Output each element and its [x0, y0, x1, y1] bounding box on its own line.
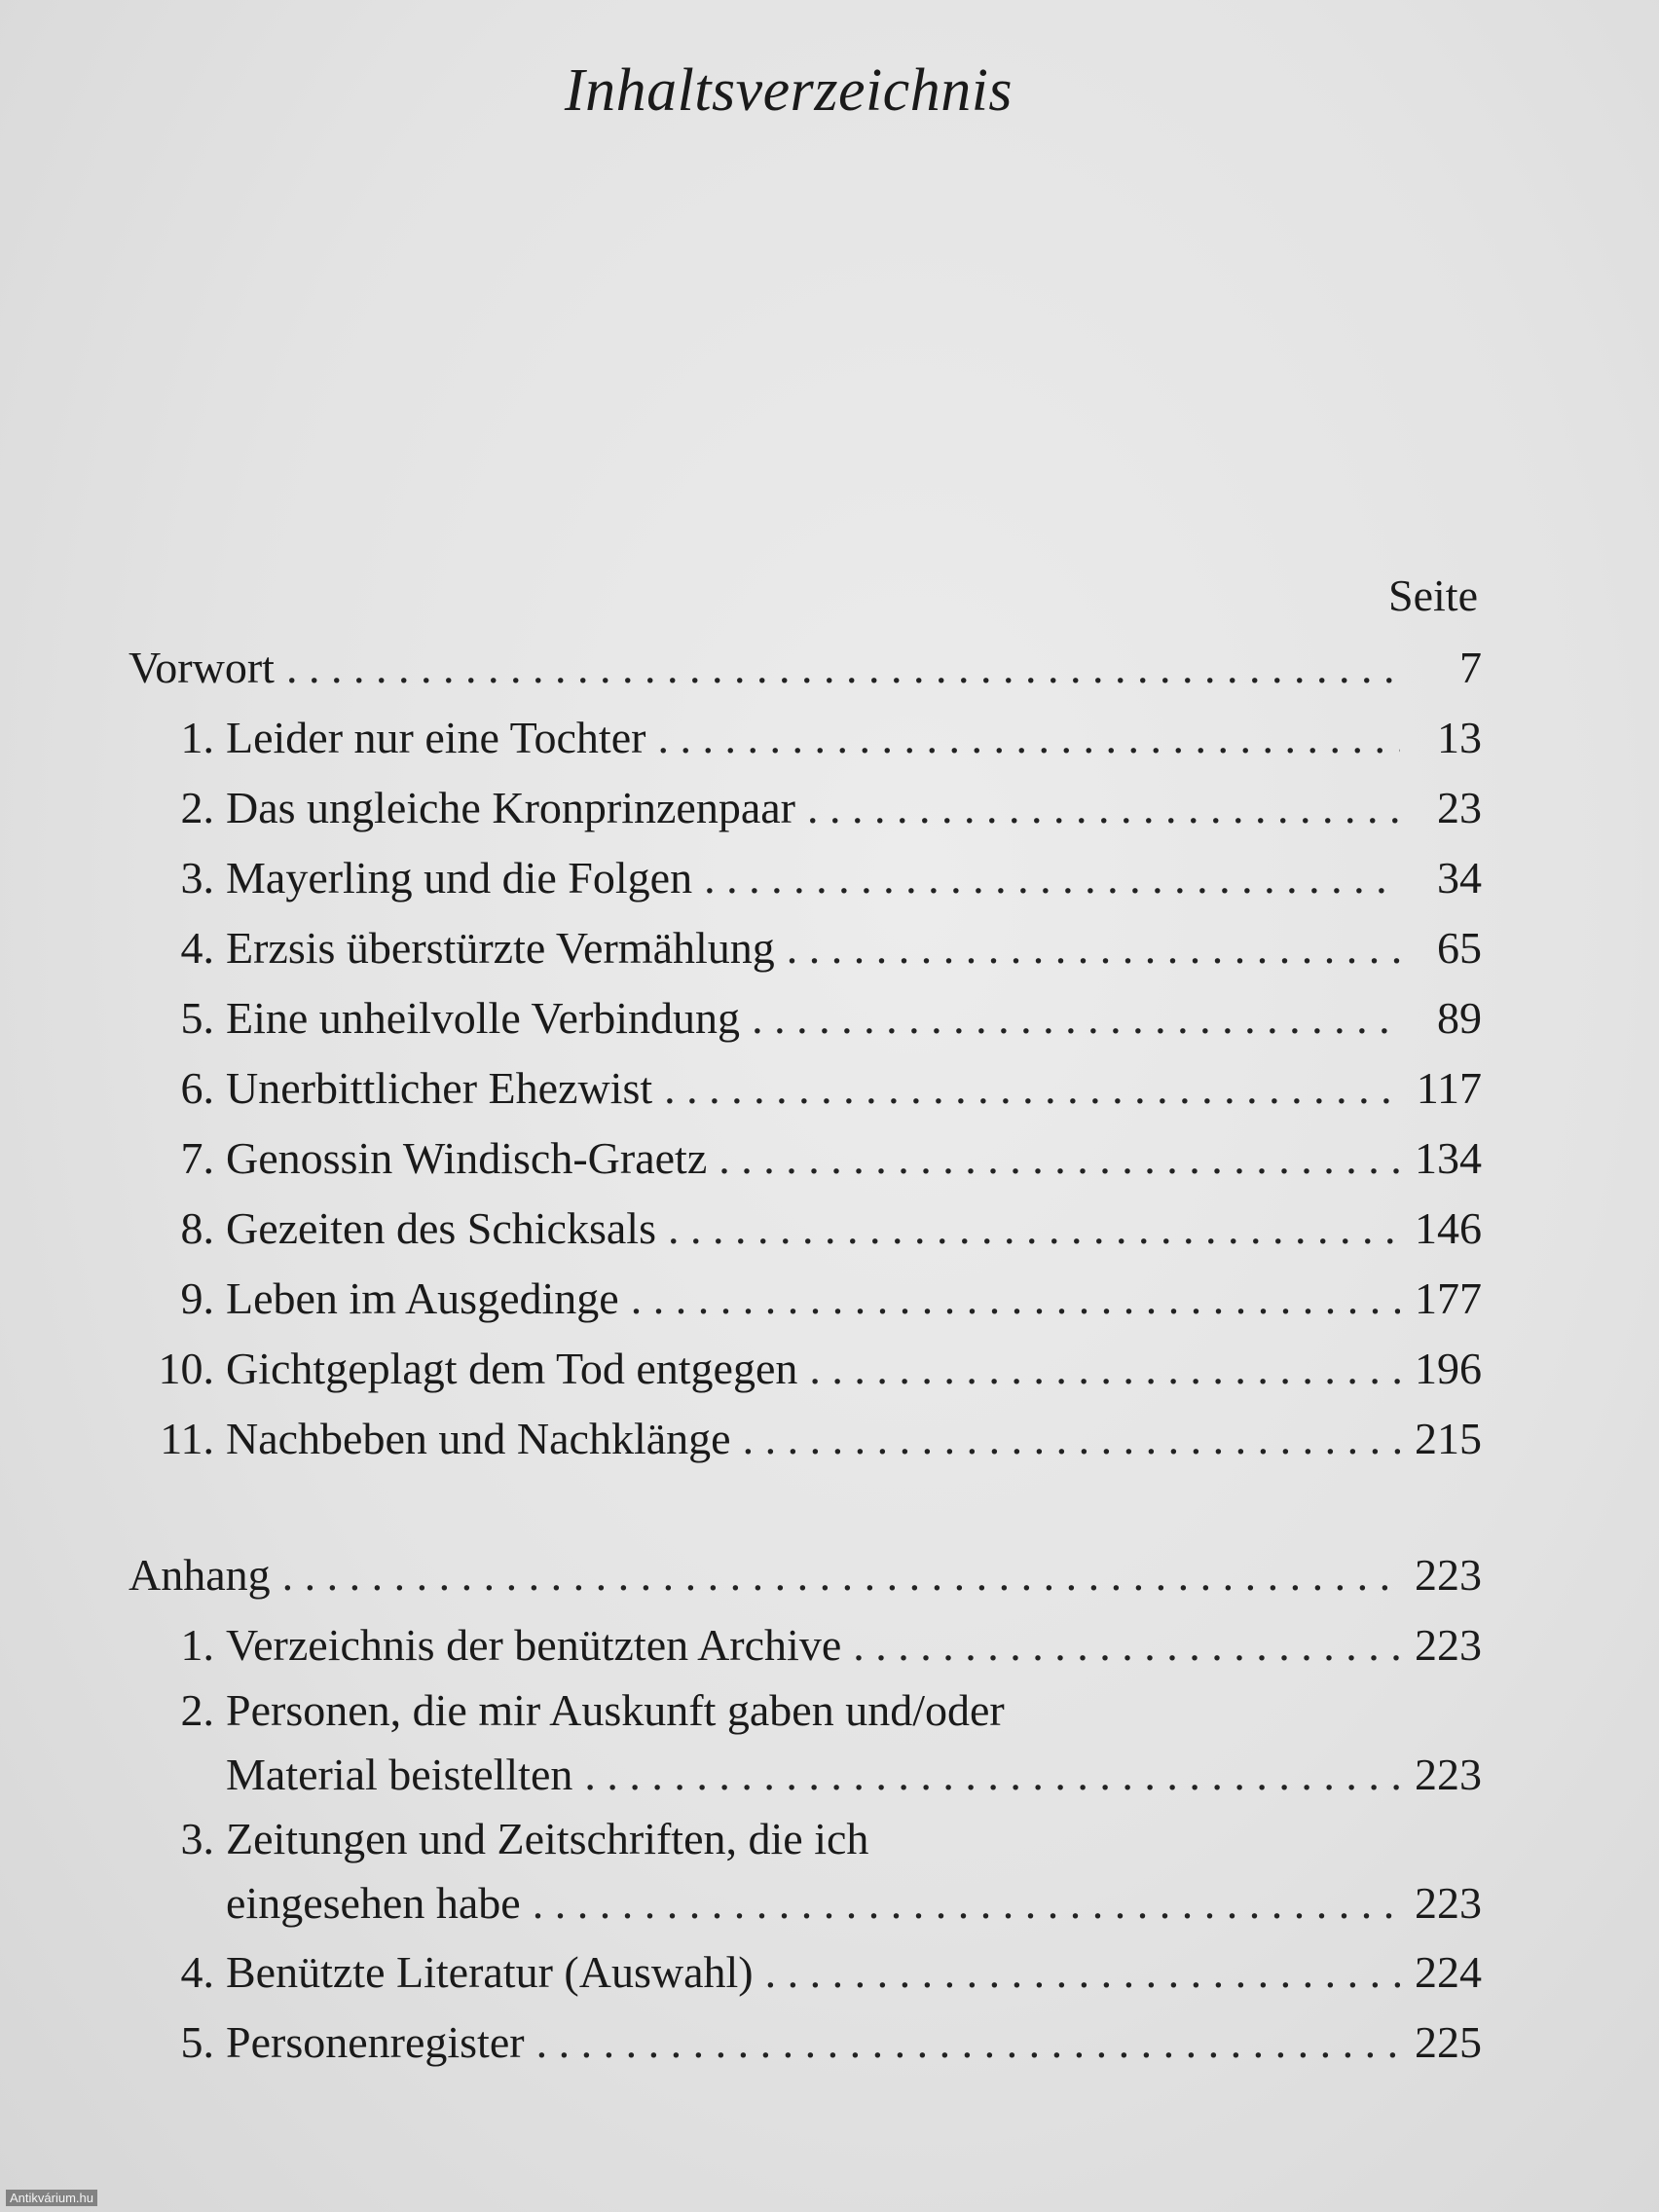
toc-entry-label: Eine unheilvolle Verbindung: [226, 993, 741, 1043]
toc-entry-number: 4.: [180, 923, 214, 973]
toc-entry-number: 11.: [160, 1414, 214, 1463]
dot-leader: [668, 1194, 1400, 1264]
toc-entry-page: 225: [1415, 2017, 1482, 2067]
toc-entry-page: 223: [1415, 1750, 1482, 1799]
watermark: Antikvárium.hu: [6, 2190, 97, 2206]
toc-entry-number: 9.: [180, 1273, 214, 1323]
toc-entry-page: 224: [1415, 1947, 1482, 1997]
dot-leader: [807, 773, 1400, 843]
dot-leader: [657, 703, 1400, 773]
appendix-entry: [129, 1937, 1482, 2008]
toc-entry-label-continuation: eingesehen habe: [226, 1878, 521, 1928]
toc-entry: [129, 1334, 1482, 1404]
toc-entry: [129, 983, 1482, 1053]
dot-leader: [282, 1540, 1400, 1610]
toc-entry: [129, 703, 1482, 773]
dot-leader: [536, 2008, 1400, 2078]
dot-leader: [787, 913, 1400, 983]
toc-entry-page: 34: [1437, 853, 1482, 903]
toc-entry-page: 134: [1415, 1133, 1482, 1183]
toc-entry-label: Nachbeben und Nachklänge: [226, 1414, 731, 1463]
toc-entry-label: Mayerling und die Folgen: [226, 853, 693, 903]
dot-leader: [664, 1053, 1400, 1124]
toc-entry-number: 5.: [180, 993, 214, 1043]
toc-entry-page: 23: [1437, 783, 1482, 832]
toc-entry-number: 7.: [180, 1133, 214, 1183]
toc-entry-number: 5.: [180, 2017, 214, 2067]
appendix-entry: [129, 1680, 1482, 1741]
toc-entry: [129, 913, 1482, 983]
toc-entry-number: 8.: [180, 1203, 214, 1253]
appendix-entry: [129, 2008, 1482, 2078]
toc-entry-number: 6.: [180, 1063, 214, 1113]
toc-entry-label: Leider nur eine Tochter: [226, 713, 646, 762]
toc-entry-number: 2.: [180, 1685, 214, 1735]
appendix-entry-continuation: [129, 1741, 1482, 1809]
toc-entry-label: Anhang: [129, 1550, 271, 1600]
page-title: Inhaltsverzeichnis: [564, 57, 1014, 124]
dot-leader: [765, 1937, 1400, 2008]
table-of-contents: [129, 633, 1482, 2078]
toc-entry-label: Personen, die mir Auskunft gaben und/oder: [226, 1685, 1005, 1735]
toc-entry: [129, 773, 1482, 843]
toc-entry-page: 223: [1415, 1620, 1482, 1670]
toc-entry: [129, 1053, 1482, 1124]
toc-entry-label: Vorwort: [129, 643, 275, 692]
dot-leader: [631, 1264, 1400, 1334]
toc-entry-page: 215: [1415, 1414, 1482, 1463]
toc-entry-page: 223: [1415, 1550, 1482, 1600]
toc-entry-label-continuation: Material beistellten: [226, 1750, 573, 1799]
dot-leader: [719, 1124, 1400, 1194]
toc-entry-page: 65: [1437, 923, 1482, 973]
toc-entry: [129, 1264, 1482, 1334]
dot-leader: [584, 1741, 1400, 1809]
dot-leader: [743, 1404, 1400, 1474]
dot-leader: [286, 633, 1400, 703]
appendix-entry-continuation: [129, 1869, 1482, 1937]
toc-entry-label: Genossin Windisch-Graetz: [226, 1133, 708, 1183]
toc-entry: [129, 1124, 1482, 1194]
toc-entry-page: 13: [1437, 713, 1482, 762]
toc-entry-number: 1.: [180, 1620, 214, 1670]
toc-entry-page: 89: [1437, 993, 1482, 1043]
toc-entry-page: 177: [1415, 1273, 1482, 1323]
toc-entry-number: 3.: [180, 853, 214, 903]
dot-leader: [533, 1869, 1400, 1937]
toc-entry-number: 1.: [180, 713, 214, 762]
toc-entry-page: 223: [1415, 1878, 1482, 1928]
toc-entry-appendix: [129, 1540, 1482, 1610]
toc-entry: [129, 843, 1482, 913]
section-gap: [129, 1474, 1482, 1540]
toc-entry-label: Gichtgeplagt dem Tod entgegen: [226, 1344, 798, 1393]
toc-entry-label: Leben im Ausgedinge: [226, 1273, 619, 1323]
toc-entry-label: Zeitungen und Zeitschriften, die ich: [226, 1814, 869, 1863]
dot-leader: [704, 843, 1400, 913]
toc-entry-number: 3.: [180, 1814, 214, 1863]
toc-entry-label: Erzsis überstürzte Vermählung: [226, 923, 775, 973]
dot-leader: [853, 1610, 1400, 1680]
toc-entry-number: 10.: [158, 1344, 214, 1393]
toc-entry-page: 196: [1415, 1344, 1482, 1393]
appendix-entry: [129, 1610, 1482, 1680]
toc-entry-number: 2.: [180, 783, 214, 832]
toc-entry-page: 117: [1416, 1063, 1482, 1113]
appendix-entry: [129, 1809, 1482, 1869]
toc-entry-page: 146: [1415, 1203, 1482, 1253]
toc-entry-page: 7: [1459, 643, 1482, 692]
page-column-header: Seite: [1388, 571, 1478, 620]
toc-entry-label: Das ungleiche Kronprinzenpaar: [226, 783, 795, 832]
toc-entry: [129, 1194, 1482, 1264]
toc-entry-label: Personenregister: [226, 2017, 525, 2067]
toc-entry-vorwort: [129, 633, 1482, 703]
toc-entry-label: Gezeiten des Schicksals: [226, 1203, 656, 1253]
dot-leader: [809, 1334, 1400, 1404]
dot-leader: [752, 983, 1400, 1053]
toc-entry: [129, 1404, 1482, 1474]
toc-entry-label: Benützte Literatur (Auswahl): [226, 1947, 754, 1997]
toc-entry-label: Verzeichnis der benützten Archive: [226, 1620, 842, 1670]
toc-entry-number: 4.: [180, 1947, 214, 1997]
toc-entry-label: Unerbittlicher Ehezwist: [226, 1063, 653, 1113]
